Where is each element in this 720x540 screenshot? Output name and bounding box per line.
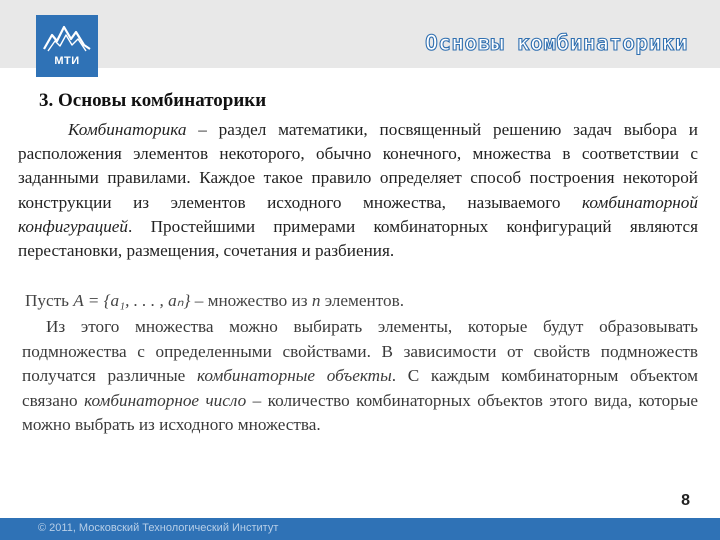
paragraph-objects <box>22 315 698 438</box>
set-formula: A = {a₁, . . . , aₙ} <box>73 291 191 310</box>
paragraph-set-definition <box>25 289 705 313</box>
objects-text-c: – количество комбинаторных объектов этого вида, которые можно выбрать из исходного множества. <box>22 390 698 434</box>
paragraph-definition <box>18 118 698 263</box>
term-combinatorics: Комбинаторика <box>68 120 187 139</box>
definition-text-b: . Простейшими примерами комбинаторных конфигураций являются перестановки, размещения, сочетания и разбиения. <box>18 216 698 261</box>
mti-logo <box>36 15 98 77</box>
definition-text-a: – раздел математики, посвященный решению задач выбора и расположения элементов некоторого, обычно конечного, множества в соответствии с заданными правилами. Каждое такое правило определяет способ построения некоторой конструкции из элементов исходного множества, называемого <box>18 120 698 212</box>
set-text-b: – множество из <box>190 291 312 310</box>
set-text-c: элементов. <box>320 291 404 310</box>
term-number: комбинаторное число <box>84 390 247 410</box>
section-title: 3. Основы комбинаторики <box>39 90 267 111</box>
page-number: 8 <box>681 492 690 509</box>
footer-bar <box>0 518 720 540</box>
logo-text: МТИ <box>54 55 80 67</box>
set-n: n <box>311 291 321 310</box>
objects-text-a: Из этого множества можно выбирать элементы, которые будут образовывать подмножества с определенными свойствами. В зависимости от свойств подмножеств получатся различные <box>22 317 698 385</box>
mountains-icon <box>42 23 92 53</box>
header-title: Основы комбинаторики <box>425 31 688 55</box>
term-configuration: комбинаторной конфигурацией <box>18 192 698 236</box>
term-objects: комбинаторные объекты <box>197 366 392 385</box>
footer-copyright: © 2011, Московский Технологический Институт <box>38 522 279 534</box>
objects-text-b: . С каждым комбинаторным объектом связано <box>22 366 699 410</box>
set-text-a: Пусть <box>25 291 74 310</box>
